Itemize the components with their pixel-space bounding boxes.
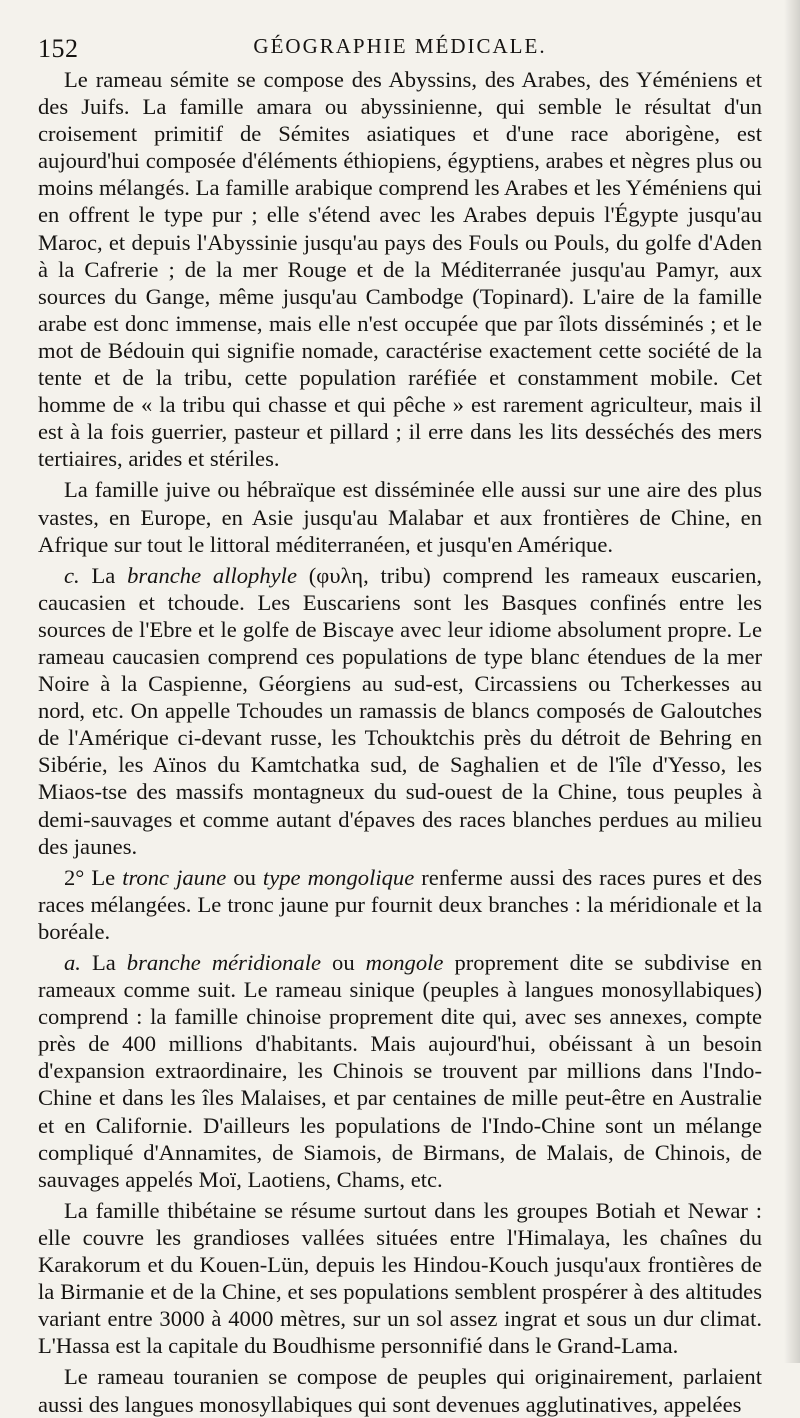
text-run: Le rameau sémite se compose des Abyssins, des Arabes, des Yéméniens et des Juifs. La famille amara ou abyssinienne, qui semble le résultat d'un croisement primitif de Sémites asiatiques et d'une race aborigène, est aujourd'hui composée d'éléments éthiopiens, égyptiens, arabes et nègres plus ou moins mélangés. La famille arabique comprend les Arabes et les Yéméniens qui en offrent le type pur ; elle s'étend avec les Arabes depuis l'Égypte jusqu'au Maroc, et depuis l'Abyssinie jusqu'au pays des Fouls ou Pouls, du golfe d'Aden à la Cafrerie ; de la mer Rouge et de la Méditerranée jusqu'au Pamyr, aux sources du Gange, même jusqu'au Cambodge (Topinard). L'aire de la famille arabe est donc immense, mais elle n'est occupée que par îlots disséminés ; et le mot de Bédouin qui signifie nomade, caractérise exactement cette société de la tente et de la tribu, cette population raréfiée et constamment mobile. Cet homme de « la tribu qui chasse et qui pêche » est rarement agriculteur, mais il est à la fois guerrier, pasteur et pillard ; il erre dans les lits desséchés des mers tertiaires, arides et stériles. [38,67,762,472]
text-run: La famille juive ou hébraïque est disséminée elle aussi sur une aire des plus vastes, en Europe, en Asie jusqu'au Malabar et aux frontières de Chine, en Afrique sur tout le littoral méditerranéen, et jusqu'en Amérique. [38,477,762,557]
paragraph [38,1363,762,1417]
text-run: 2° Le [64,864,123,890]
text-run: La famille thibétaine se résume surtout dans les groupes Botiah et Newar : elle couvre les grandioses vallées situées entre l'Himalaya, les chaînes du Karakorum et du Kouen-Lün, depuis les Hindou-Kouch jusqu'aux frontières de la Birmanie et de la Chine, et ses populations semblent prospérer à des altitudes variant entre 3000 à 4000 mètres, sur un sol assez ingrat et sous un dur climat. L'Hassa est la capitale du Boudhisme personnifié dans le Grand-Lama. [38,1197,762,1359]
italic-run: type mongolique [262,864,415,890]
text-run: ou [226,864,263,890]
text-run: proprement dite se subdivise en rameaux comme suit. Le rameau sinique (peuples à langues monosyllabiques) comprend : la famille chinoise proprement dite qui, avec ses annexes, compte près de 400 millions d'habitants. Mais aujourd'hui, obéissant à un besoin d'expansion extraordinaire, les Chinois se trouvent par millions dans l'Indo-Chine et dans les îles Malaises, et par centaines de mille peut-être en Australie et en Californie. D'ailleurs les populations de l'Indo-Chine sont un mélange compliqué d'Annamites, de Siamois, de Birmans, de Malais, de Chinois, de sauvages appelés Moï, Laotiens, Chams, etc. [38,950,763,1192]
italic-run: branche allophyle [127,562,297,588]
body-text [38,66,762,1418]
italic-run: tronc jaune [122,864,227,890]
italic-run: mongole [365,950,444,975]
running-header [38,28,762,66]
italic-run: c. [64,562,92,588]
text-run: (φυλη, tribu) comprend les rameaux euscarien, caucasien et tchoude. Les Euscariens sont les Basques confinés entre les sources de l'Ebre et le golfe de Biscaye avec leur idiome absolument propre. Le rameau caucasien comprend ces populations de type blanc étendues de la mer Noire à la Caspienne, Géorgiens au sud-est, Circassiens ou Tcherkesses au nord, etc. On appelle Tchoudes un ramassis de blancs composés de Galoutches de l'Amérique ci-devant russe, les Tchouktchis près du détroit de Behring en Sibérie, les Aïnos du Kamtchatka sud, de Saghalien et de l'île d'Yesso, les Miaos-tse des massifs montagneux du sud-ouest de la Chine, tous peuples à demi-sauvages et comme autant d'épaves des races blanches perdues au milieu des jaunes. [38,562,763,859]
text-run: ou [321,950,366,975]
text-run: La [91,950,127,975]
running-title: GÉOGRAPHIE MÉDICALE. [253,34,547,58]
paragraph [38,562,762,860]
paragraph [38,864,762,945]
text-run: La [91,562,128,588]
italic-run: a. [64,950,92,975]
text-run: renferme aussi des races pures et des races mélangées. Le tronc jaune pur fournit deux branches : la méridionale et la boréale. [38,864,762,944]
paragraph [38,66,762,472]
paragraph [38,949,762,1193]
paragraph [38,1197,762,1360]
page-number: 152 [38,34,79,63]
text-run: Le rameau touranien se compose de peuples qui originairement, parlaient aussi des langues monosyllabiques qui sont devenues agglutinatives, appelées [38,1364,762,1417]
paragraph [38,476,762,557]
italic-run: branche méridionale [126,950,322,975]
page-edge-shadow [784,0,800,1363]
